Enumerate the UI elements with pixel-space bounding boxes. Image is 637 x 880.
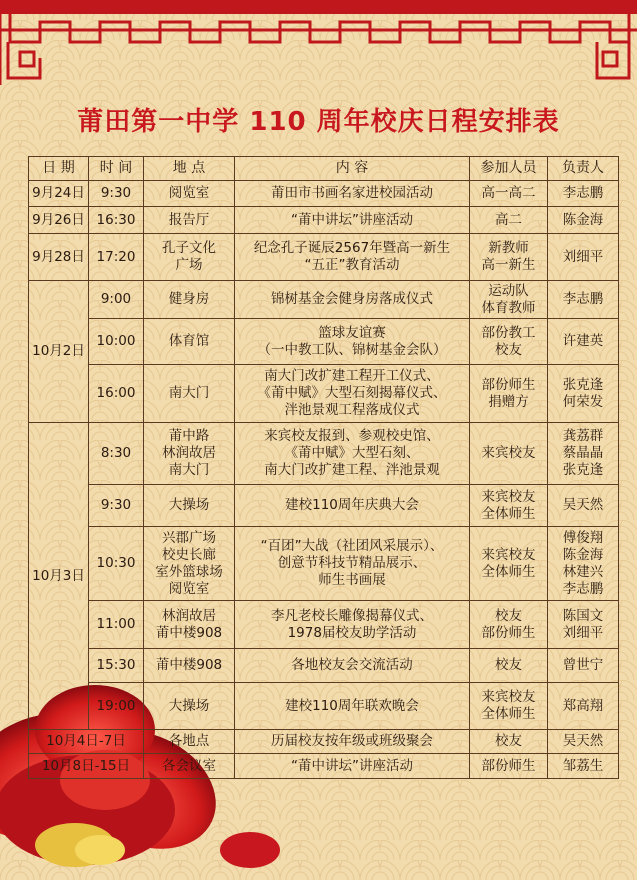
cell-place: 各地点 bbox=[144, 730, 235, 754]
header-time: 时 间 bbox=[89, 157, 144, 181]
table-row bbox=[29, 319, 619, 365]
cell-owner: 曾世宁 bbox=[548, 649, 619, 683]
cell-content: 篮球友谊赛 （一中教工队、锦树基金会队） bbox=[235, 319, 470, 365]
cell-content: “百团”大战（社团风采展示）、 创意节科技节精品展示、 师生书画展 bbox=[235, 527, 470, 601]
cell-time: 9:30 bbox=[89, 181, 144, 207]
cell-owner: 邹荔生 bbox=[548, 754, 619, 779]
cell-people: 部份师生 捐赠方 bbox=[470, 365, 548, 423]
table-row bbox=[29, 683, 619, 730]
cell-owner: 郑高翔 bbox=[548, 683, 619, 730]
cell-owner: 陈国文 刘细平 bbox=[548, 601, 619, 649]
cell-content: 李凡老校长雕像揭幕仪式、 1978届校友助学活动 bbox=[235, 601, 470, 649]
cell-people: 高二 bbox=[470, 207, 548, 234]
table-row bbox=[29, 649, 619, 683]
cell-place: 体育馆 bbox=[144, 319, 235, 365]
cell-people: 来宾校友 bbox=[470, 423, 548, 485]
cell-people: 新教师 高一新生 bbox=[470, 234, 548, 281]
cell-date: 9月28日 bbox=[29, 234, 89, 281]
table-row bbox=[29, 207, 619, 234]
table-row bbox=[29, 601, 619, 649]
cell-place: 兴郡广场 校史长廊 室外篮球场 阅览室 bbox=[144, 527, 235, 601]
table-row bbox=[29, 485, 619, 527]
cell-time: 10:00 bbox=[89, 319, 144, 365]
cell-owner: 张克逢 何荣发 bbox=[548, 365, 619, 423]
cell-time: 10:30 bbox=[89, 527, 144, 601]
cell-time: 8:30 bbox=[89, 423, 144, 485]
cell-content: 锦树基金会健身房落成仪式 bbox=[235, 281, 470, 319]
cell-owner: 陈金海 bbox=[548, 207, 619, 234]
cell-time: 9:00 bbox=[89, 281, 144, 319]
cell-people: 校友 bbox=[470, 730, 548, 754]
cell-owner: 刘细平 bbox=[548, 234, 619, 281]
table-row bbox=[29, 365, 619, 423]
cell-content: 建校110周年庆典大会 bbox=[235, 485, 470, 527]
cell-people: 部份师生 bbox=[470, 754, 548, 779]
cell-people: 运动队 体育教师 bbox=[470, 281, 548, 319]
cell-content: 各地校友会交流活动 bbox=[235, 649, 470, 683]
cell-time: 16:00 bbox=[89, 365, 144, 423]
cell-place: 阅览室 bbox=[144, 181, 235, 207]
cell-content: 建校110周年联欢晚会 bbox=[235, 683, 470, 730]
cell-people: 部份教工 校友 bbox=[470, 319, 548, 365]
schedule-table bbox=[28, 156, 619, 779]
cell-owner: 傅俊翔 陈金海 林建兴 李志鹏 bbox=[548, 527, 619, 601]
table-row bbox=[29, 281, 619, 319]
header-content: 内 容 bbox=[235, 157, 470, 181]
cell-place: 各会议室 bbox=[144, 754, 235, 779]
cell-place: 健身房 bbox=[144, 281, 235, 319]
cell-content: 纪念孔子诞辰2567年暨高一新生 “五正”教育活动 bbox=[235, 234, 470, 281]
cell-content: 南大门改扩建工程开工仪式、 《莆中赋》大型石刻揭幕仪式、 泮池景观工程落成仪式 bbox=[235, 365, 470, 423]
cell-content: 来宾校友报到、参观校史馆、 《莆中赋》大型石刻、 南大门改扩建工程、泮池景观 bbox=[235, 423, 470, 485]
cell-date: 9月24日 bbox=[29, 181, 89, 207]
cell-place: 大操场 bbox=[144, 485, 235, 527]
cell-owner: 吴天然 bbox=[548, 485, 619, 527]
cell-content: “莆中讲坛”讲座活动 bbox=[235, 754, 470, 779]
header-owner: 负责人 bbox=[548, 157, 619, 181]
cell-time: 11:00 bbox=[89, 601, 144, 649]
cell-place: 南大门 bbox=[144, 365, 235, 423]
cell-time: 15:30 bbox=[89, 649, 144, 683]
cell-time: 9:30 bbox=[89, 485, 144, 527]
cell-date: 10月3日 bbox=[29, 423, 89, 730]
cell-place: 报告厅 bbox=[144, 207, 235, 234]
cell-owner: 龚荔群 蔡晶晶 张克逢 bbox=[548, 423, 619, 485]
cell-owner: 许建英 bbox=[548, 319, 619, 365]
cell-people: 校友 bbox=[470, 649, 548, 683]
cell-time: 17:20 bbox=[89, 234, 144, 281]
cell-place: 林润故居 莆中楼908 bbox=[144, 601, 235, 649]
table-row bbox=[29, 730, 619, 754]
table-row bbox=[29, 181, 619, 207]
cell-time: 19:00 bbox=[89, 683, 144, 730]
cell-owner: 李志鹏 bbox=[548, 181, 619, 207]
table-row bbox=[29, 754, 619, 779]
cell-place: 莆中路 林润故居 南大门 bbox=[144, 423, 235, 485]
cell-time: 16:30 bbox=[89, 207, 144, 234]
cell-content: 莆田市书画名家进校园活动 bbox=[235, 181, 470, 207]
cell-people: 来宾校友 全体师生 bbox=[470, 683, 548, 730]
cell-owner: 李志鹏 bbox=[548, 281, 619, 319]
table-row bbox=[29, 527, 619, 601]
cell-people: 高一高二 bbox=[470, 181, 548, 207]
table-row bbox=[29, 423, 619, 485]
cell-content: “莆中讲坛”讲座活动 bbox=[235, 207, 470, 234]
header-date: 日 期 bbox=[29, 157, 89, 181]
cell-people: 来宾校友 全体师生 bbox=[470, 527, 548, 601]
header-place: 地 点 bbox=[144, 157, 235, 181]
cell-date: 9月26日 bbox=[29, 207, 89, 234]
table-header-row bbox=[29, 157, 619, 181]
header-people: 参加人员 bbox=[470, 157, 548, 181]
cell-owner: 吴天然 bbox=[548, 730, 619, 754]
cell-place: 莆中楼908 bbox=[144, 649, 235, 683]
page-title: 莆田第一中学 110 周年校庆日程安排表 bbox=[77, 107, 560, 137]
cell-date: 10月2日 bbox=[29, 281, 89, 423]
cell-place: 大操场 bbox=[144, 683, 235, 730]
cell-date: 10月4日-7日 bbox=[29, 730, 144, 754]
table-row bbox=[29, 234, 619, 281]
cell-date: 10月8日-15日 bbox=[29, 754, 144, 779]
cell-people: 来宾校友 全体师生 bbox=[470, 485, 548, 527]
cell-content: 历届校友按年级或班级聚会 bbox=[235, 730, 470, 754]
cell-place: 孔子文化 广场 bbox=[144, 234, 235, 281]
cell-people: 校友 部份师生 bbox=[470, 601, 548, 649]
